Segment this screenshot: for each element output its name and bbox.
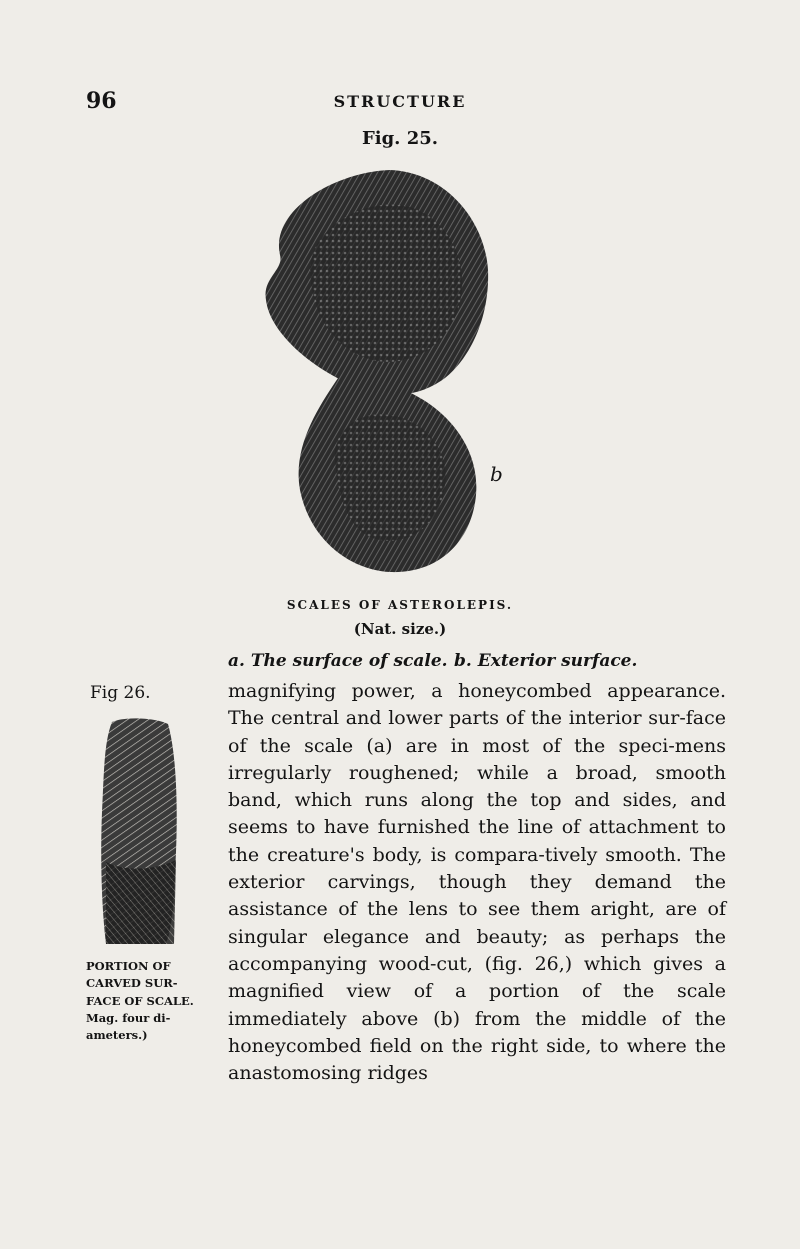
figure-25-caption-b: b. Exterior surface.: [454, 651, 638, 671]
figure-25-caption-title: SCALES OF ASTEROLEPIS.: [286, 598, 514, 612]
body-paragraph: magnifying power, a honeycombed appearance. The central and lower parts of the interior sur-face of the scale (a) are in most of the speci-mens irregularly roughened; while a broad, smooth band, which runs along the top and sides, and seems to have furnished the line of attachment to the creature's body, is compara-tively smooth. The exterior carvings, though they demand the assistance of the lens to see them aright, are of singular elegance and beauty; as perhaps the accompanying wood-cut, (fig. 26,) which gives a magnified view of a portion of the scale immediately above (b) from the middle of the honeycombed field on the right side, to where the anastomosing ridges: [228, 680, 726, 1085]
carved-surface-lower-band: [106, 860, 176, 944]
figure-25-caption-size: (Nat. size.): [353, 620, 447, 638]
figure-26-carved-surface-illustration: [96, 712, 180, 950]
figure-25-side-label-b: b: [490, 462, 503, 486]
figure-25-caption-a: a. The surface of scale.: [228, 651, 448, 671]
figure-25-scales-illustration: [240, 160, 500, 590]
figure-26-label: Fig 26.: [90, 683, 151, 703]
figure-25-label: Fig. 25.: [361, 128, 439, 149]
running-head: STRUCTURE: [333, 92, 467, 111]
body-text: [228, 678, 726, 1087]
figure-26-caption: PORTION OF CARVED SUR-FACE OF SCALE. Mag. four di-ameters.): [86, 959, 194, 1042]
page-number: 96: [86, 88, 117, 114]
